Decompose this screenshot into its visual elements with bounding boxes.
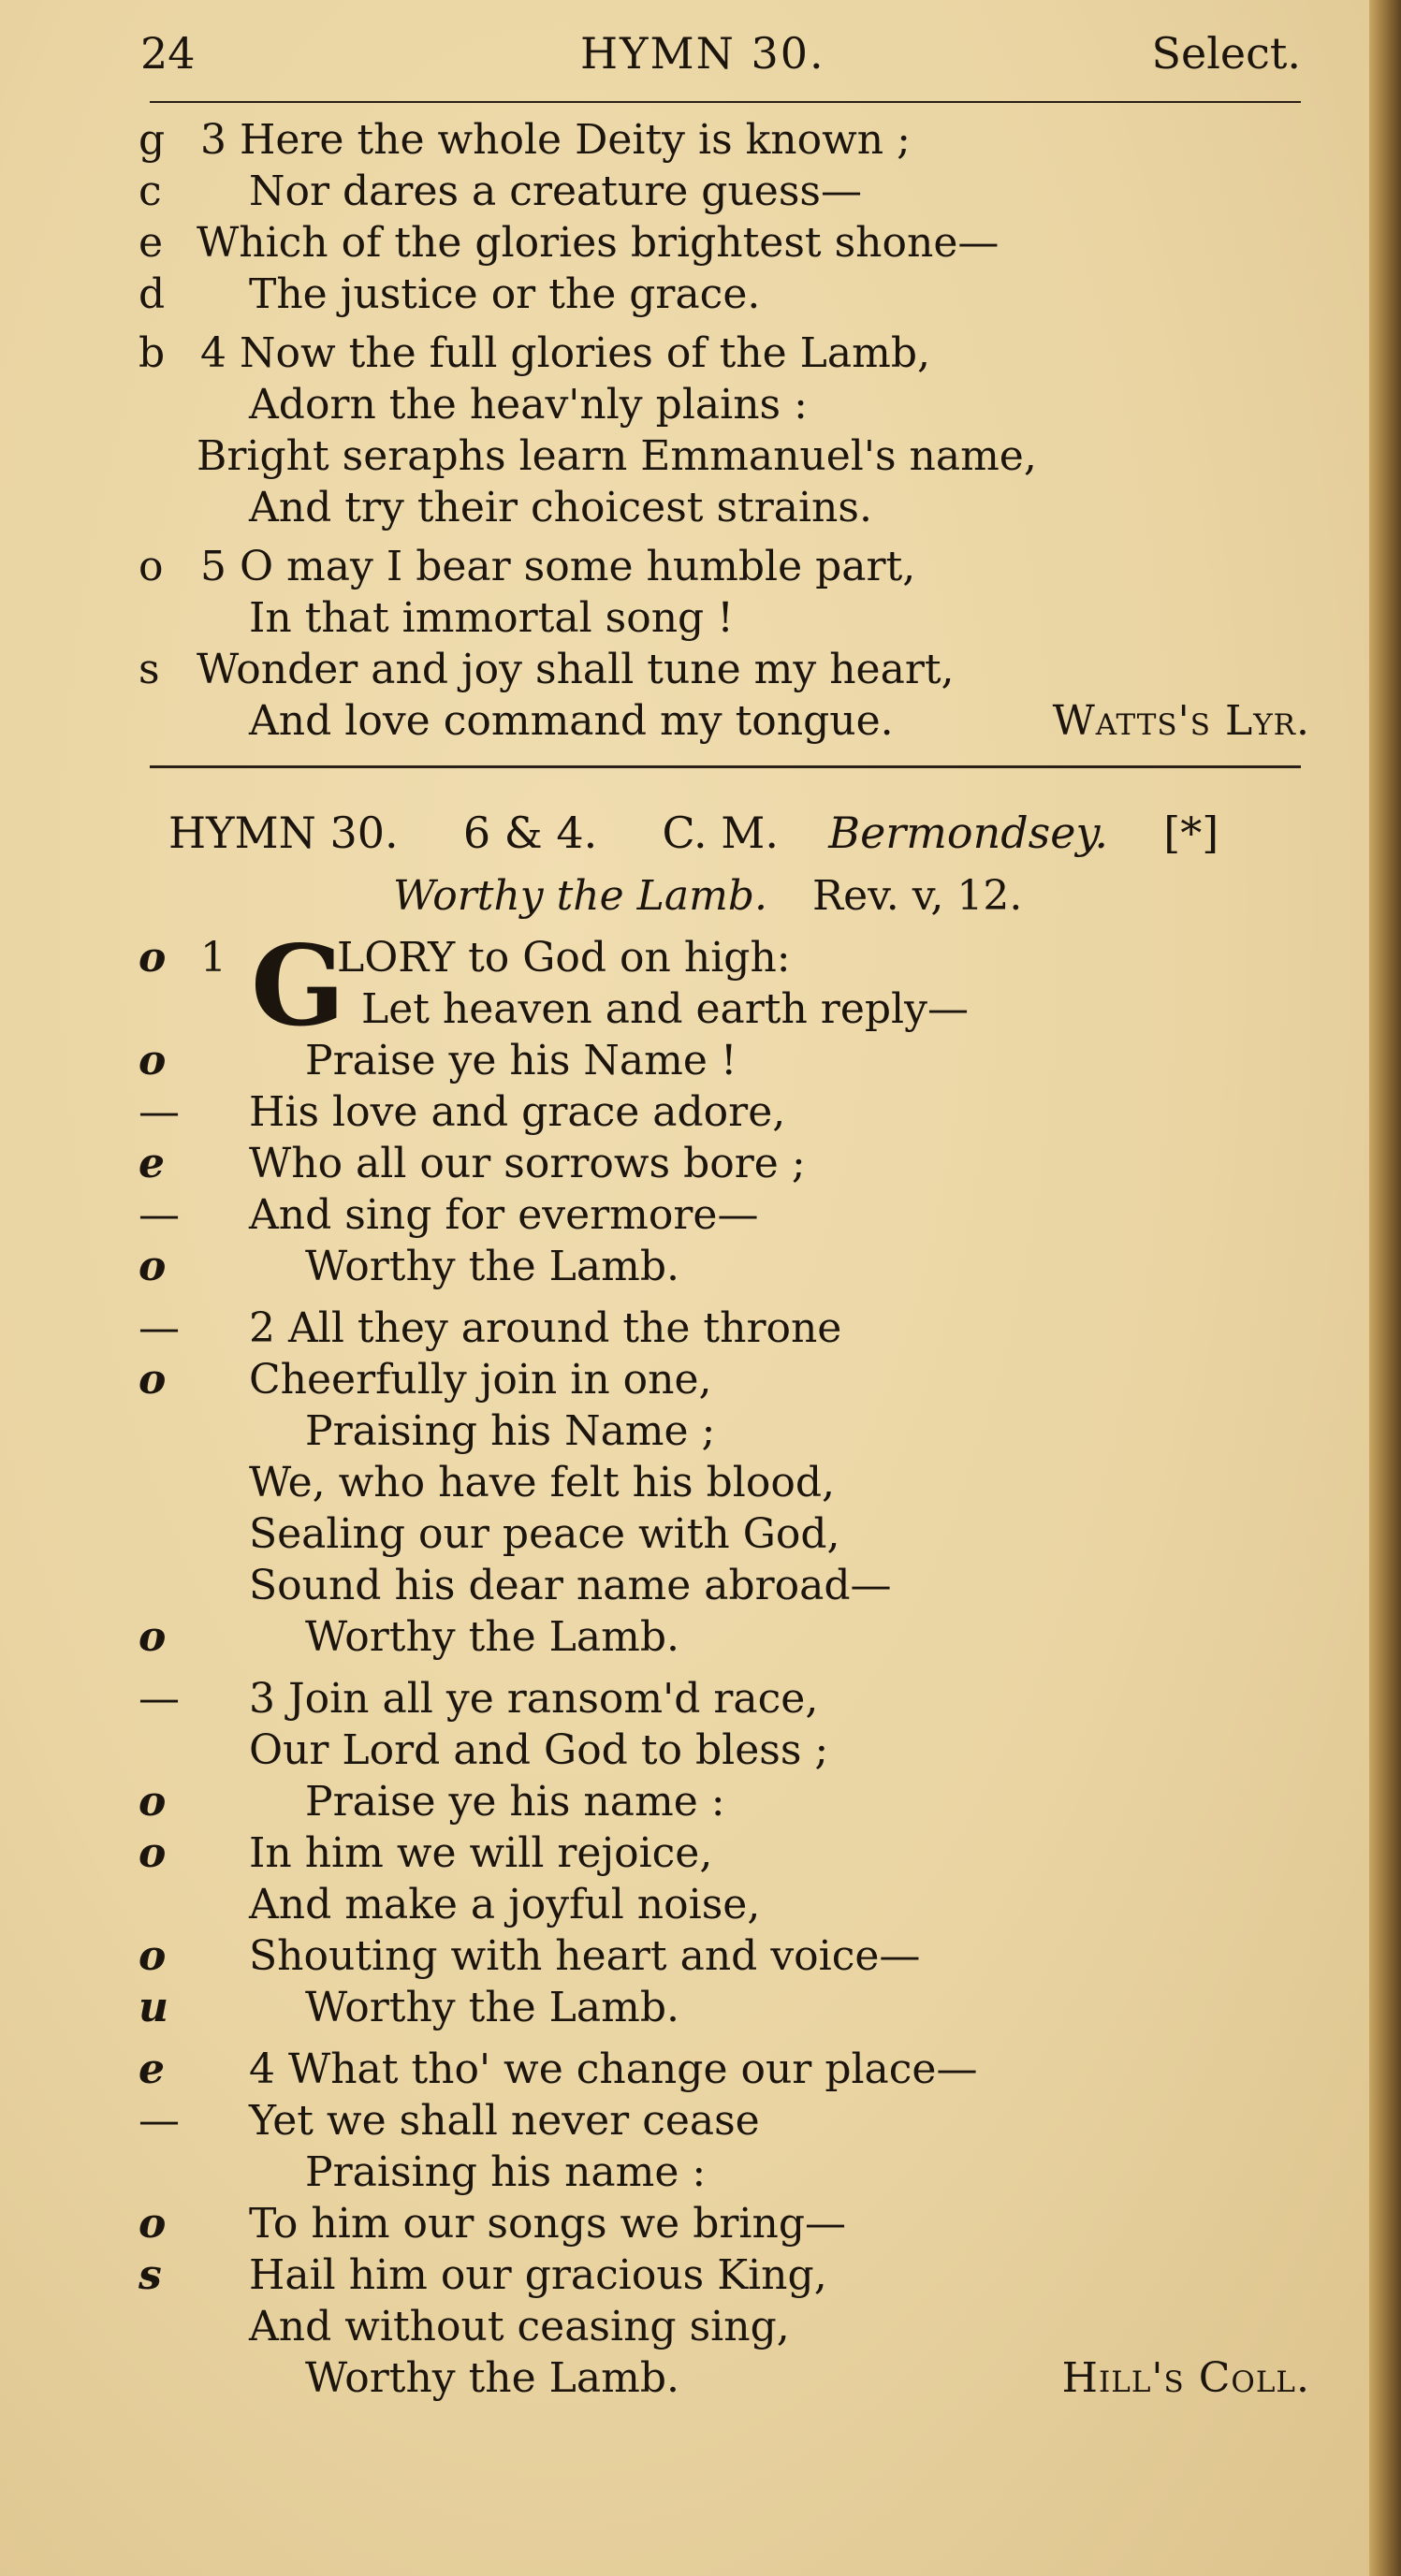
page-edge — [1369, 0, 1401, 2576]
line-text: Shouting with heart and voice— — [249, 1932, 921, 1980]
hymn-line — [0, 1508, 1310, 1561]
header-rule — [150, 101, 1301, 103]
line-text: Nor dares a creature guess— — [249, 167, 862, 215]
line-text: 3 Join all ye ransom'd race, — [249, 1675, 819, 1723]
dynamic-mark: — — [139, 1675, 180, 1723]
dynamic-mark: — — [139, 2097, 180, 2145]
hymn-tune-mark: [*] — [1163, 808, 1219, 858]
hymn-line — [0, 1405, 1310, 1458]
line-text: And try their choicest strains. — [249, 484, 872, 531]
hymn-tune: Bermondsey. — [828, 808, 1108, 858]
hymn-line — [0, 1982, 1310, 2034]
line-text: Worthy the Lamb. — [305, 1243, 679, 1290]
hymn-line — [0, 1611, 1310, 1664]
hymn-line — [0, 1930, 1310, 1983]
hymn-line — [0, 983, 1310, 1036]
line-text: Adorn the heav'nly plains : — [249, 381, 808, 429]
line-text: 2 All they around the throne — [249, 1304, 842, 1352]
hymn-line — [0, 114, 1310, 167]
drop-cap: G — [251, 921, 345, 1051]
hymn-line — [0, 269, 1310, 321]
line-text: Who all our sorrows bore ; — [249, 1140, 806, 1187]
hymn-line — [0, 2095, 1310, 2147]
hymn-line — [0, 2198, 1310, 2250]
line-text: And make a joyful noise, — [249, 1881, 761, 1928]
hymn-line — [0, 1827, 1310, 1880]
hymn-line — [0, 1086, 1310, 1139]
hymn-30-title — [168, 803, 1301, 863]
line-text: LORY to God on high: — [337, 934, 791, 982]
hymn-line — [0, 1457, 1310, 1509]
dynamic-mark: o — [139, 1778, 167, 1826]
hymn-subtitle: Worthy the Lamb. — [393, 872, 767, 920]
hymn-line — [0, 430, 1310, 483]
hymn-line — [0, 1189, 1310, 1242]
hymn-line — [0, 1725, 1310, 1777]
hymn-line — [0, 482, 1310, 534]
dynamic-mark: d — [139, 270, 166, 318]
line-text: Our Lord and God to bless ; — [249, 1726, 829, 1774]
page-header — [140, 28, 1301, 84]
line-text: Praise ye his Name ! — [305, 1037, 737, 1084]
hymn-line — [0, 166, 1310, 218]
line-text: Worthy the Lamb. — [305, 2354, 679, 2402]
dynamic-mark: s — [139, 646, 160, 693]
hymn-line — [0, 2147, 1310, 2199]
line-text: And love command my tongue. — [249, 697, 894, 745]
hymn-separator-rule — [150, 765, 1301, 768]
hymn-line — [0, 2249, 1310, 2302]
hymn-line — [0, 217, 1310, 269]
hymn-line — [0, 1303, 1310, 1355]
line-text: We, who have felt his blood, — [249, 1459, 835, 1506]
scripture-reference: Rev. v, 12. — [812, 872, 1023, 920]
dynamic-mark: — — [139, 1191, 180, 1239]
dynamic-mark: s — [139, 2251, 162, 2299]
dynamic-mark: u — [139, 1984, 168, 2031]
dynamic-mark: b — [139, 329, 166, 377]
hymn-30-subtitle — [393, 870, 1142, 923]
line-text: 5 O may I bear some humble part, — [200, 543, 916, 590]
dynamic-mark: — — [139, 1304, 180, 1352]
dynamic-mark: o — [139, 1243, 167, 1290]
hymn-line — [0, 541, 1310, 593]
line-text: Yet we shall never cease — [249, 2097, 760, 2145]
dynamic-mark: o — [139, 1356, 167, 1404]
line-text: 4 Now the full glories of the Lamb, — [200, 329, 930, 377]
line-text: Worthy the Lamb. — [305, 1984, 679, 2031]
hymn-line — [0, 1354, 1310, 1406]
line-text: Cheerfully join in one, — [249, 1356, 712, 1404]
hymn-meter: 6 & 4. — [462, 808, 598, 858]
dynamic-mark: o — [139, 543, 164, 590]
hymn-attribution: Watts's Lyr. — [1052, 697, 1310, 745]
line-text: Which of the glories brightest shone— — [197, 219, 1000, 267]
hymn-line — [0, 2044, 1310, 2096]
line-text: Worthy the Lamb. — [305, 1613, 679, 1661]
hymn-line — [0, 1241, 1310, 1293]
line-text: 3 Here the whole Deity is known ; — [200, 116, 911, 164]
attribution-line — [0, 2352, 1310, 2405]
line-text: Praising his name : — [305, 2148, 707, 2196]
dynamic-mark: o — [139, 1829, 167, 1877]
attribution-line — [0, 695, 1310, 748]
hymn-line — [0, 644, 1310, 696]
dynamic-mark: e — [139, 2045, 165, 2093]
hymn-attribution: Hill's Coll. — [1061, 2354, 1310, 2402]
hymn-line — [0, 327, 1310, 380]
dynamic-mark: o — [139, 2200, 167, 2248]
line-text: To him our songs we bring— — [249, 2200, 846, 2248]
dynamic-mark: — — [139, 1088, 180, 1136]
dynamic-mark: c — [139, 167, 162, 215]
line-text: And without ceasing sing, — [249, 2303, 790, 2350]
dynamic-mark: o — [139, 1613, 167, 1661]
dynamic-mark: e — [139, 1140, 165, 1187]
line-text: His love and grace adore, — [249, 1088, 786, 1136]
hymn-line — [0, 1138, 1310, 1190]
dynamic-mark: e — [139, 219, 164, 267]
line-text: Praising his Name ; — [305, 1407, 716, 1455]
line-text: Praise ye his name : — [305, 1778, 725, 1826]
hymn-meter-type: C. M. — [662, 808, 780, 858]
hymn-line — [0, 592, 1310, 645]
line-text: In him we will rejoice, — [249, 1829, 713, 1877]
hymn-line — [0, 1035, 1310, 1087]
line-text: 4 What tho' we change our place— — [249, 2045, 978, 2093]
line-text: The justice or the grace. — [249, 270, 761, 318]
line-text: Sound his dear name abroad— — [249, 1562, 892, 1609]
line-text: In that immortal song ! — [249, 594, 734, 642]
hymn-line — [0, 379, 1310, 431]
hymn-line — [0, 1776, 1310, 1828]
hymn-line — [0, 1560, 1310, 1612]
running-title: HYMN 30. — [580, 28, 825, 79]
section-label: Select. — [1151, 28, 1301, 79]
hymn-line — [0, 932, 1310, 984]
page-number: 24 — [140, 28, 196, 79]
line-text: And sing for evermore— — [249, 1191, 759, 1239]
verse-number: 1 — [200, 934, 226, 982]
dynamic-mark: g — [139, 116, 166, 164]
dynamic-mark: o — [139, 1037, 167, 1084]
line-text: Let heaven and earth reply— — [361, 985, 969, 1033]
dynamic-mark: o — [139, 934, 167, 982]
hymn-line — [0, 1879, 1310, 1931]
line-text: Wonder and joy shall tune my heart, — [197, 646, 955, 693]
hymn-line — [0, 1673, 1310, 1725]
hymn-heading: HYMN 30. — [168, 808, 399, 858]
dynamic-mark: o — [139, 1932, 167, 1980]
hymn-line — [0, 2301, 1310, 2353]
line-text: Hail him our gracious King, — [249, 2251, 827, 2299]
line-text: Sealing our peace with God, — [249, 1510, 840, 1558]
line-text: Bright seraphs learn Emmanuel's name, — [197, 432, 1037, 480]
